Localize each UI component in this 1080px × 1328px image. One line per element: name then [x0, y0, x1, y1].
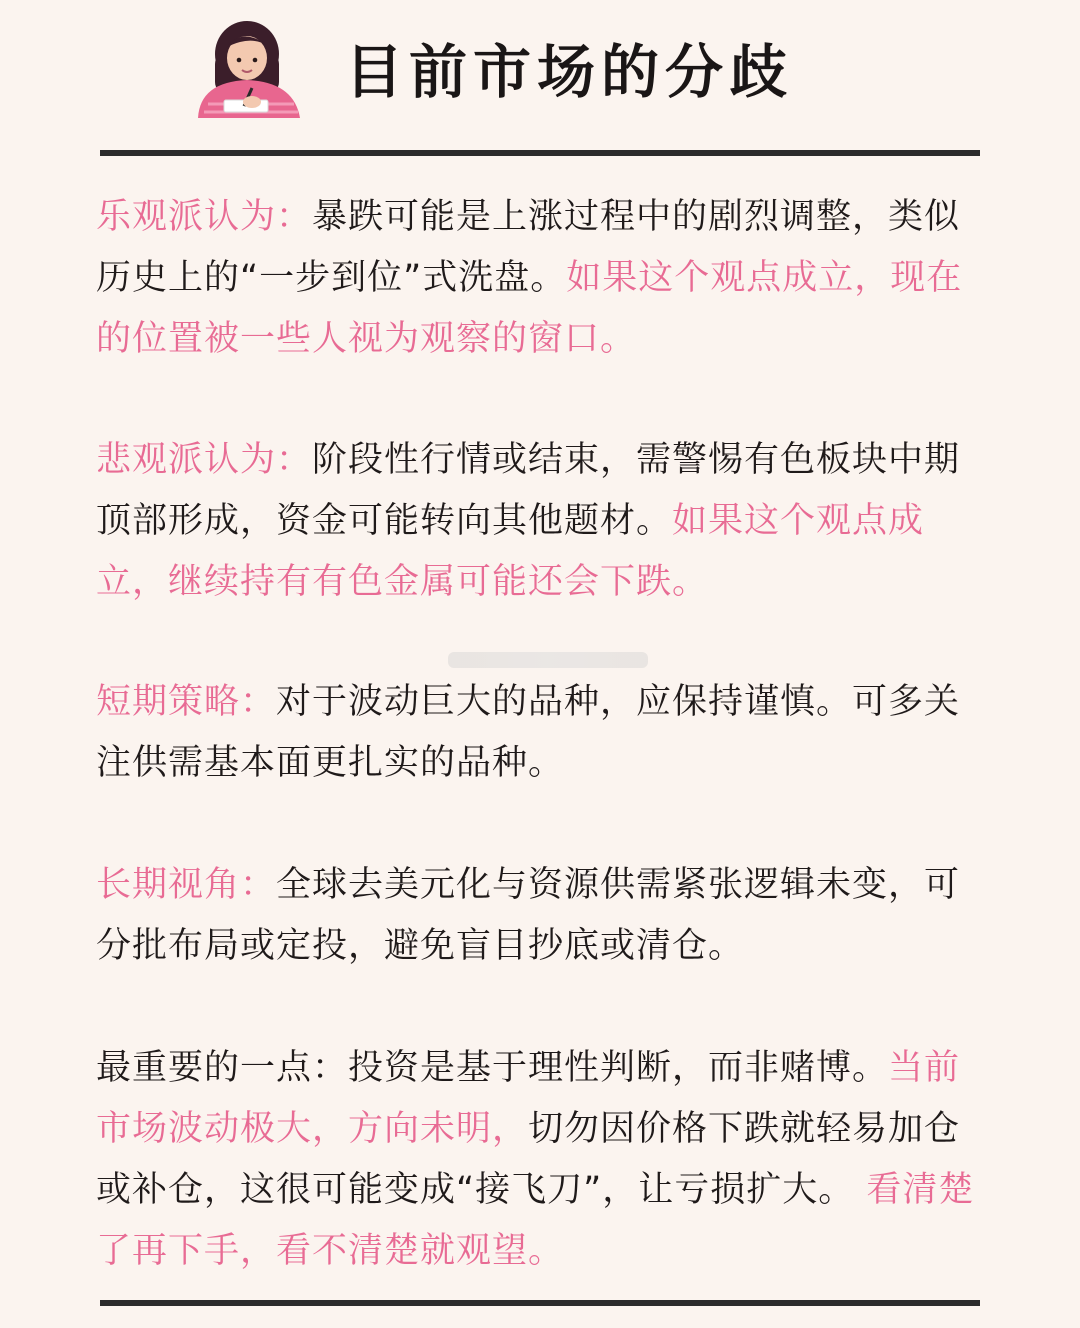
section-label: 短期策略： [96, 682, 277, 722]
section-body: 全球去美元化与资源供需紧张逻辑未变，可分批布局或定投，避免盲目抄底或清仓。 [96, 865, 961, 966]
section-label: 长期视角： [96, 865, 277, 905]
section-body: 对于波动巨大的品种，应保持谨慎。可多关注供需基本面更扎实的品种。 [96, 682, 961, 783]
section-pessimist [96, 430, 986, 613]
section-closing: 看清楚了再下手，看不清楚就观望。 [96, 1170, 975, 1271]
section-highlight: 如果这个观点成立，现在的位置被一些人视为观察的窗口。 [96, 258, 963, 359]
header [190, 18, 890, 128]
section-label: 悲观派认为： [96, 440, 313, 480]
section-highlight: 如果这个观点成立，继续持有有色金属可能还会下跌。 [96, 501, 925, 602]
section-key-point [96, 1038, 986, 1282]
section-label: 乐观派认为： [96, 197, 313, 237]
section-short-term [96, 672, 986, 794]
section-lead: 最重要的一点：投资是基于理性判断，而非赌博。 [96, 1048, 889, 1088]
section-optimist [96, 187, 986, 370]
watermark [448, 652, 648, 668]
page-title: 目前市场的分歧 [345, 38, 794, 106]
section-body: 切勿因价格下跌就轻易加仓或补仓，这很可能变成“接飞刀”，让亏损扩大。 [96, 1109, 961, 1210]
woman-writing-icon [190, 18, 305, 118]
top-divider [100, 150, 980, 156]
section-body: 阶段性行情或结束，需警惕有色板块中期顶部形成，资金可能转向其他题材。 [96, 440, 961, 541]
section-long-term [96, 855, 986, 977]
section-highlight: 当前市场波动极大，方向未明， [96, 1048, 961, 1149]
bottom-divider [100, 1300, 980, 1306]
section-body: 暴跌可能是上涨过程中的剧烈调整，类似历史上的“一步到位”式洗盘。 [96, 197, 961, 298]
